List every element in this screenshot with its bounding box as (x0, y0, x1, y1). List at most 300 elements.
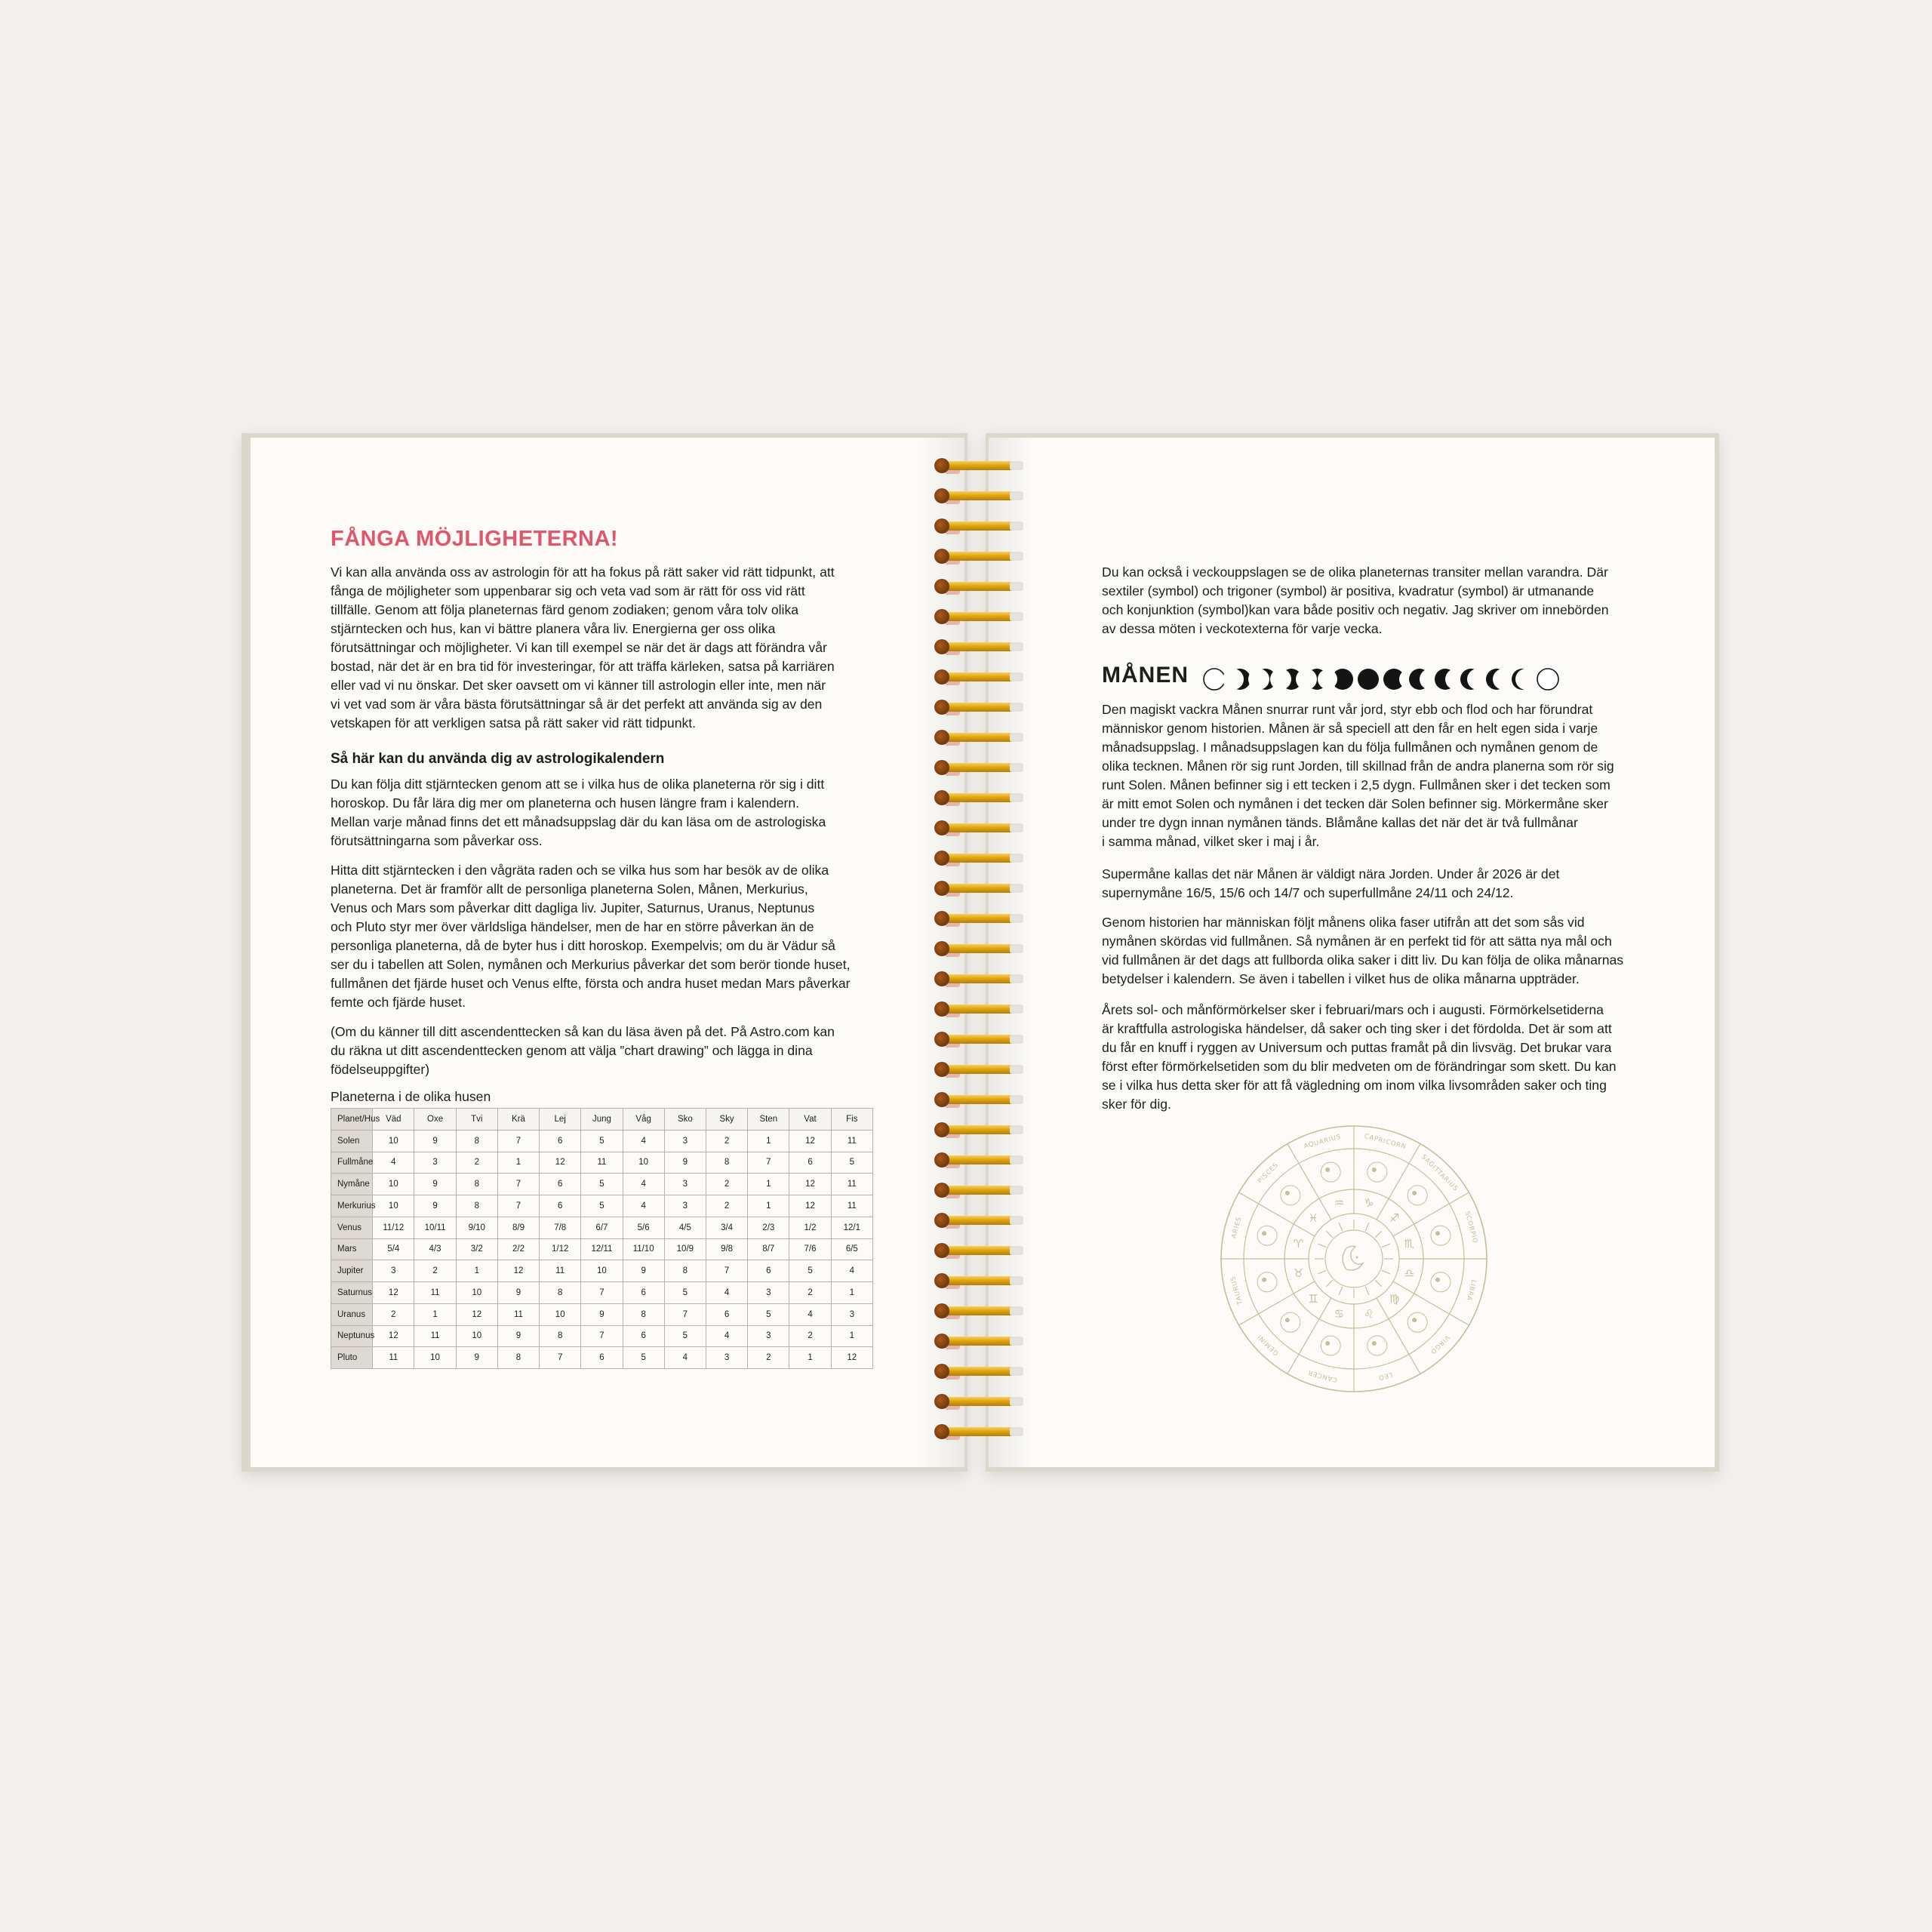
table-cell: 3 (664, 1195, 706, 1217)
table-cell: 8 (623, 1303, 664, 1325)
text-line: vetskapen för att verkligen satsa på rätt saker vid rätt tidpunkt. (331, 715, 697, 731)
table-column-header: Fis (831, 1109, 872, 1131)
text-line: Venus och Mars som påverkar ditt dagliga liv. Jupiter, Saturnus, Uranus, Neptunus (331, 900, 815, 915)
table-column-header: Tvi (456, 1109, 497, 1131)
table-cell: 1 (497, 1152, 539, 1174)
table-cell: 4 (789, 1303, 831, 1325)
history-paragraph (1102, 913, 1630, 989)
text-line: supernymåne 16/5, 15/6 och 14/7 och superfullmåne 24/11 och 24/12. (1102, 885, 1514, 900)
table-cell: 7 (497, 1174, 539, 1195)
punch-hole (1010, 1367, 1023, 1376)
text-line: förutsättningarna som påverkar oss. (331, 833, 543, 848)
table-cell: 3 (748, 1325, 789, 1347)
text-line: födelseuppgifter) (331, 1062, 430, 1077)
moon-face-icon (1343, 1246, 1363, 1270)
table-cell: 4 (706, 1325, 747, 1347)
table-column-header: Våg (623, 1109, 664, 1131)
text-line: och Pluto styr mer över världsliga händelser, men de har en större påverkan än de (331, 919, 814, 934)
table-cell: 8 (456, 1174, 497, 1195)
table-cell: 11 (540, 1260, 581, 1282)
transit-paragraph (1102, 563, 1630, 638)
table-cell: 8/9 (497, 1217, 539, 1238)
punch-hole (1010, 612, 1023, 621)
table-cell: 3 (373, 1260, 414, 1282)
table-cell: 9/8 (706, 1238, 747, 1260)
text-line: sker för dig. (1102, 1097, 1171, 1112)
table-cell: 11/12 (373, 1217, 414, 1238)
punch-hole (1010, 1216, 1023, 1225)
page-heading: FÅNGA MÖJLIGHETERNA! (331, 527, 619, 551)
table-cell: 10 (373, 1174, 414, 1195)
punch-hole (1010, 823, 1023, 832)
table-cell: 2 (456, 1152, 497, 1174)
table-cell: 4/3 (414, 1238, 456, 1260)
table-cell: 6 (540, 1195, 581, 1217)
table-cell: 7 (497, 1195, 539, 1217)
table-cell: 7 (706, 1260, 747, 1282)
table-cell: 3 (664, 1130, 706, 1152)
zodiac-glyph-icon: ♎ (1404, 1266, 1415, 1281)
table-cell: 1 (831, 1325, 872, 1347)
text-line: är mitt emot Solen och nymånen i det tecken där Solen befinner sig. Mörkermåne sker (1102, 796, 1608, 811)
punch-hole (1010, 491, 1023, 500)
table-cell: 12/1 (831, 1217, 872, 1238)
table-cell: 5 (748, 1303, 789, 1325)
moon-heading: MÅNEN (1102, 663, 1189, 688)
text-line: eller vad vi nu önskar. Det sker oavsett om vi känner till astrologin eller inte, men när (331, 678, 826, 693)
zodiac-glyph-icon: ♑ (1363, 1196, 1374, 1211)
text-line: under tre dygn innan nymånen tänds. Blåmåne kallas det när det är två fullmånar (1102, 815, 1578, 830)
table-cell: 9 (497, 1282, 539, 1304)
zodiac-sign-label: VIRGO (1428, 1333, 1451, 1356)
table-cell: 5 (789, 1260, 831, 1282)
table-cell: 3 (748, 1282, 789, 1304)
table-cell: 12 (456, 1303, 497, 1325)
text-line: förutsättningar och möjligheter. Vi kan till exempel se när det är dags att förändra vår (331, 640, 827, 655)
zodiac-sign-label: SCORPIO (1463, 1210, 1479, 1244)
text-line: horoskop. Du får lära dig mer om planeterna och husen längre fram i kalendern. (331, 795, 800, 811)
punch-hole (1010, 461, 1023, 470)
text-line: nymånen skördas vid fullmånen. Så nymånen är en perfekt tid för att sätta nya mål och (1102, 934, 1612, 949)
constellation-star-icon (1372, 1168, 1377, 1172)
table-column-header: Oxe (414, 1109, 456, 1131)
zodiac-sign-label: LEO (1377, 1370, 1394, 1382)
table-cell: 7 (581, 1282, 623, 1304)
zodiac-sign-label: GEMINI (1256, 1332, 1281, 1357)
table-cell: 6 (789, 1152, 831, 1174)
text-line: du räkna ut ditt ascendenttecken genom att välja ”chart drawing” och lägga in dina (331, 1043, 813, 1058)
text-line: vid fullmånen är det dags att fullborda olika saker i ditt liv. Du kan följa de olika månarnas (1102, 952, 1624, 968)
table-cell: 11 (831, 1174, 872, 1195)
table-cell: 1 (748, 1195, 789, 1217)
table-cell: 12/11 (581, 1238, 623, 1260)
text-line: stjärntecken och hus, kan vi bättre planera våra liv. Energierna ger oss olika (331, 621, 776, 636)
text-line: du får en knuff i ryggen av Universum och puttas framåt på din livsväg. Det brukar vara (1102, 1040, 1612, 1055)
table-cell: 10 (373, 1130, 414, 1152)
table-cell: 11 (373, 1347, 414, 1369)
table-row-header: Merkurius (331, 1195, 373, 1217)
table-cell: 8 (456, 1195, 497, 1217)
constellation-figure-icon (1431, 1272, 1451, 1292)
table-cell: 10 (623, 1152, 664, 1174)
table-cell: 5 (831, 1152, 872, 1174)
table-cell: 10 (581, 1260, 623, 1282)
table-cell: 7 (540, 1347, 581, 1369)
table-cell: 4 (831, 1260, 872, 1282)
table-cell: 7 (748, 1152, 789, 1174)
table-column-header: Sten (748, 1109, 789, 1131)
table-cell: 9 (497, 1325, 539, 1347)
eclipse-paragraph (1102, 1001, 1630, 1114)
text-line: Mellan varje månad finns det ett månadsuppslag där du kan läsa om de astrologiska (331, 814, 826, 829)
table-cell: 9 (581, 1303, 623, 1325)
punch-hole (1010, 1095, 1023, 1104)
sun-ray (1365, 1223, 1369, 1231)
sun-ray (1382, 1244, 1390, 1247)
table-cell: 5 (581, 1130, 623, 1152)
zodiac-sign-label: LIBRA (1464, 1278, 1478, 1302)
table-row-header: Saturnus (331, 1282, 373, 1304)
punch-hole (1010, 1246, 1023, 1255)
table-row-header: Uranus (331, 1303, 373, 1325)
text-line: olika tecknen. Månen rör sig runt Jorden, till skillnad från de andra planerna som rör sig (1102, 758, 1614, 774)
table-cell: 6 (706, 1303, 747, 1325)
table-cell: 12 (789, 1174, 831, 1195)
table-cell: 11 (831, 1195, 872, 1217)
table-cell: 11 (831, 1130, 872, 1152)
text-line: i samma månad, vilket sker i maj i år. (1102, 834, 1320, 849)
zodiac-glyph-icon: ♏ (1404, 1236, 1415, 1251)
sun-ray (1326, 1280, 1332, 1286)
sun-ray (1318, 1244, 1326, 1247)
constellation-star-icon (1262, 1278, 1266, 1282)
table-cell: 8 (456, 1130, 497, 1152)
punch-hole (1010, 1155, 1023, 1164)
constellation-figure-icon (1431, 1226, 1451, 1245)
text-line: Vi kan alla använda oss av astrologin för att ha fokus på rätt saker vid rätt tidpunkt, att (331, 565, 835, 580)
table-cell: 10 (540, 1303, 581, 1325)
table-cell: 6 (748, 1260, 789, 1282)
table-cell: 4 (373, 1152, 414, 1174)
full-moon-icon (1537, 669, 1558, 690)
table-cell: 2 (748, 1347, 789, 1369)
sun-ray (1339, 1223, 1343, 1231)
table-cell: 5 (664, 1282, 706, 1304)
table-cell: 4 (623, 1130, 664, 1152)
table-cell: 2 (706, 1130, 747, 1152)
table-cell: 7 (497, 1130, 539, 1152)
punch-hole (1010, 582, 1023, 591)
wheel-divider (1239, 1281, 1315, 1325)
zodiac-wheel-illustration (1218, 1123, 1490, 1395)
punch-hole (1010, 763, 1023, 772)
table-cell: 2 (789, 1325, 831, 1347)
section-subheading: Så här kan du använda dig av astrologikalendern (331, 751, 665, 767)
zodiac-glyph-icon: ♓ (1308, 1211, 1318, 1225)
text-line: och konjunktion (symbol)kan vara både positiv och negativ. Jag skriver om innebörden (1102, 602, 1609, 617)
text-line: Årets sol- och månförmörkelser sker i februari/mars och i augusti. Förmörkelsetiderna (1102, 1002, 1604, 1017)
waning-crescent-thin-icon (1512, 669, 1537, 690)
table-row-header: Nymåne (331, 1174, 373, 1195)
table-cell: 4 (623, 1174, 664, 1195)
punch-hole (1010, 914, 1023, 923)
example-paragraph (331, 861, 859, 1012)
text-line: (Om du känner till ditt ascendenttecken så kan du läsa även på det. På Astro.com kan (331, 1024, 835, 1039)
table-cell: 12 (540, 1152, 581, 1174)
table-cell: 10 (456, 1282, 497, 1304)
table-cell: 5/4 (373, 1238, 414, 1260)
text-line: Den magiskt vackra Månen snurrar runt vår jord, styr ebb och flod och har förundrat (1102, 702, 1593, 717)
table-cell: 7 (664, 1303, 706, 1325)
table-cell: 6 (540, 1130, 581, 1152)
text-line: människor genom historien. Månen är så speciell att den får en helt egen sida i varje (1102, 721, 1598, 736)
constellation-figure-icon (1257, 1272, 1277, 1292)
table-cell: 6 (540, 1174, 581, 1195)
text-line: Supermåne kallas det när Månen är väldigt nära Jorden. Under år 2026 är det (1102, 866, 1560, 881)
moon-paragraph (1102, 700, 1630, 851)
text-line: först efter förmörkelsetiden som du blir medveten om de förändringar som skett. Du kan (1102, 1059, 1617, 1074)
table-cell: 9 (664, 1152, 706, 1174)
table-cell: 6 (581, 1347, 623, 1369)
text-line: personliga planeterna, då de byter hus i ditt horoskop. Exempelvis; om du är Vädur så (331, 938, 835, 953)
table-row-header: Neptunus (331, 1325, 373, 1347)
wheel-divider (1393, 1192, 1469, 1236)
zodiac-sign-label: TAURUS (1229, 1275, 1244, 1306)
table-cell: 10 (456, 1325, 497, 1347)
table-cell: 9 (414, 1195, 456, 1217)
text-line: runt Solen. Månen befinner sig i ett tecken i 2,5 dygn. Fullmånen sker i det tecken som (1102, 777, 1611, 792)
table-cell: 6 (623, 1325, 664, 1347)
table-cell: 10/11 (414, 1217, 456, 1238)
table-cell: 2 (373, 1303, 414, 1325)
table-cell: 3/4 (706, 1217, 747, 1238)
ascendant-paragraph (331, 1023, 859, 1079)
intro-paragraph (331, 563, 859, 733)
sun-ray (1365, 1287, 1369, 1295)
table-row-header: Fullmåne (331, 1152, 373, 1174)
punch-hole (1010, 1337, 1023, 1346)
punch-hole (1010, 703, 1023, 712)
punch-hole (1010, 642, 1023, 651)
table-cell: 3 (664, 1174, 706, 1195)
wheel-ring (1325, 1230, 1383, 1287)
table-row (331, 1347, 873, 1369)
table-cell: 8/7 (748, 1238, 789, 1260)
punch-hole (1010, 1004, 1023, 1014)
table-cell: 9 (456, 1347, 497, 1369)
sun-ray (1375, 1280, 1381, 1286)
table-cell: 2 (414, 1260, 456, 1282)
table-cell: 9 (414, 1130, 456, 1152)
constellation-figure-icon (1407, 1186, 1427, 1205)
table-row (331, 1195, 873, 1217)
table-cell: 10 (373, 1195, 414, 1217)
table-column-header: Vat (789, 1109, 831, 1131)
table-cell: 12 (373, 1325, 414, 1347)
table-cell: 8 (706, 1152, 747, 1174)
table-cell: 6 (623, 1282, 664, 1304)
table-cell: 11 (581, 1152, 623, 1174)
wheel-divider (1287, 1298, 1331, 1374)
usage-paragraph (331, 775, 859, 851)
text-line: Genom historien har människan följt månens olika faser utifrån att det som sås vid (1102, 915, 1585, 930)
table-row (331, 1282, 873, 1304)
table-cell: 5 (664, 1325, 706, 1347)
wheel-divider (1393, 1281, 1469, 1325)
wheel-divider (1287, 1144, 1331, 1220)
constellation-star-icon (1262, 1231, 1266, 1235)
constellation-figure-icon (1321, 1162, 1340, 1182)
table-row (331, 1174, 873, 1195)
punch-hole (1010, 733, 1023, 742)
punch-hole (1010, 672, 1023, 681)
constellation-figure-icon (1367, 1336, 1387, 1355)
text-line: månadsuppslag. I månadsuppslagen kan du följa fullmånen och nymånen genom de (1102, 740, 1598, 755)
table-column-header: Lej (540, 1109, 581, 1131)
constellation-figure-icon (1281, 1186, 1300, 1205)
table-cell: 1/12 (540, 1238, 581, 1260)
table-cell: 11 (414, 1325, 456, 1347)
text-line: vi vet vad som är våra bästa förutsättningar så är det perfekt att använda sig av den (331, 697, 823, 712)
table-row (331, 1260, 873, 1282)
punch-hole (1010, 552, 1023, 561)
table-cell: 10/9 (664, 1238, 706, 1260)
table-cell: 7 (581, 1325, 623, 1347)
table-row (331, 1238, 873, 1260)
text-line: fullmånen det fjärde huset och Venus elfte, första och andra huset medan Mars påverkar (331, 976, 851, 991)
sun-ray (1339, 1287, 1343, 1295)
zodiac-glyph-icon: ♋ (1334, 1306, 1345, 1321)
sun-ray (1375, 1231, 1381, 1237)
table-cell: 6/5 (831, 1238, 872, 1260)
punch-hole (1010, 1125, 1023, 1134)
table-row-header: Solen (331, 1130, 373, 1152)
table-row-header: Mars (331, 1238, 373, 1260)
table-cell: 1 (748, 1130, 789, 1152)
table-cell: 1 (748, 1174, 789, 1195)
table-cell: 4/5 (664, 1217, 706, 1238)
text-line: av dessa möten i veckotexterna för varje vecka. (1102, 621, 1383, 636)
zodiac-sign-label: SAGITTARIUS (1420, 1153, 1460, 1193)
text-line: betydelser i kalendern. Se även i tabellen i vilket hus de olika månarna uppträder. (1102, 971, 1580, 986)
constellation-star-icon (1412, 1191, 1417, 1195)
waxing-gibbous-icon (1318, 669, 1353, 690)
table-cell: 12 (497, 1260, 539, 1282)
table-cell: 1 (456, 1260, 497, 1282)
table-cell: 3 (831, 1303, 872, 1325)
zodiac-glyph-icon: ♊ (1308, 1292, 1318, 1306)
table-cell: 8 (540, 1282, 581, 1304)
text-line: sextiler (symbol) och trigoner (symbol) är positiva, kvadratur (symbol) är utmanande (1102, 583, 1595, 598)
punch-hole (1010, 521, 1023, 531)
planet-house-table (331, 1108, 873, 1369)
waning-crescent-icon (1486, 669, 1514, 690)
constellation-star-icon (1285, 1318, 1290, 1322)
table-row (331, 1325, 873, 1347)
table-row-header: Venus (331, 1217, 373, 1238)
text-line: Du kan följa ditt stjärntecken genom att se i vilka hus de olika planeterna rör sig i ditt (331, 777, 825, 792)
punch-hole (1010, 1065, 1023, 1074)
text-line: bostad, när det är en bra tid för investeringar, för att träffa kärleken, satsa på karriären (331, 659, 835, 674)
zodiac-glyph-icon: ♒ (1334, 1196, 1345, 1211)
constellation-star-icon (1412, 1318, 1417, 1322)
wheel-divider (1377, 1298, 1420, 1374)
table-cell: 5 (581, 1174, 623, 1195)
constellation-figure-icon (1257, 1226, 1277, 1245)
table-row-header: Jupiter (331, 1260, 373, 1282)
table-cell: 1 (414, 1303, 456, 1325)
zodiac-sign-label: PISCES (1256, 1161, 1281, 1186)
text-line: tillfälle. Genom att följa planeternas färd genom zodiaken; genom våra tolv olika (331, 602, 799, 617)
constellation-star-icon (1325, 1341, 1330, 1346)
table-cell: 5/6 (623, 1217, 664, 1238)
table-cell: 12 (789, 1195, 831, 1217)
constellation-star-icon (1372, 1341, 1377, 1346)
table-cell: 8 (497, 1347, 539, 1369)
table-cell: 10 (414, 1347, 456, 1369)
new-moon-icon (1358, 669, 1379, 690)
text-line: är kraftfulla astrologiska händelser, då saker och ting sker i det fördolda. Det är som att (1102, 1021, 1612, 1036)
waxing-crescent-icon (1223, 669, 1251, 690)
zodiac-glyph-icon: ♌ (1363, 1306, 1374, 1321)
punch-hole (1010, 944, 1023, 953)
text-line: fånga de möjligheter som uppenbarar sig och veta vad som är rätt för oss vid rätt (331, 583, 805, 598)
table-cell: 3 (706, 1347, 747, 1369)
table-cell: 2/3 (748, 1217, 789, 1238)
punch-hole (1010, 1276, 1023, 1285)
table-cell: 12 (831, 1347, 872, 1369)
supermoon-paragraph (1102, 865, 1630, 903)
table-cell: 7/8 (540, 1217, 581, 1238)
constellation-figure-icon (1407, 1312, 1427, 1332)
text-line: planeterna. Det är framför allt de personliga planeterna Solen, Månen, Merkurius, (331, 881, 808, 897)
text-line: femte och fjärde huset. (331, 995, 466, 1010)
zodiac-sign-label: CANCER (1306, 1368, 1339, 1384)
punch-hole (1010, 1427, 1023, 1436)
punch-hole (1010, 793, 1023, 802)
table-cell: 4 (706, 1282, 747, 1304)
table-cell: 2 (706, 1195, 747, 1217)
table-cell: 9 (623, 1260, 664, 1282)
table-row (331, 1217, 873, 1238)
constellation-star-icon (1435, 1278, 1440, 1282)
constellation-figure-icon (1281, 1312, 1300, 1332)
wheel-divider (1377, 1144, 1420, 1220)
text-line: Du kan också i veckouppslagen se de olika planeternas transiter mellan varandra. Där (1102, 565, 1608, 580)
text-line: Hitta ditt stjärntecken i den vågräta raden och se vilka hus som har besök av de olika (331, 863, 829, 878)
wheel-divider (1239, 1192, 1315, 1236)
constellation-star-icon (1435, 1231, 1440, 1235)
table-cell: 1 (789, 1347, 831, 1369)
punch-hole (1010, 1186, 1023, 1195)
sun-ray (1318, 1270, 1326, 1274)
sun-ray (1326, 1231, 1332, 1237)
waning-crescent-icon (1460, 669, 1488, 690)
table-cell: 12 (373, 1282, 414, 1304)
zodiac-glyph-icon: ♈ (1293, 1236, 1304, 1251)
table-row (331, 1152, 873, 1174)
table-cell: 2 (706, 1174, 747, 1195)
zodiac-sign-label: AQUARIUS (1303, 1133, 1343, 1151)
table-row-header: Pluto (331, 1347, 373, 1369)
zodiac-sign-label: ARIES (1230, 1216, 1244, 1239)
constellation-figure-icon (1321, 1336, 1340, 1355)
punch-hole (1010, 1306, 1023, 1315)
table-column-header: Väd (373, 1109, 414, 1131)
constellation-star-icon (1325, 1168, 1330, 1172)
table-row (331, 1303, 873, 1325)
constellation-figure-icon (1367, 1162, 1387, 1182)
